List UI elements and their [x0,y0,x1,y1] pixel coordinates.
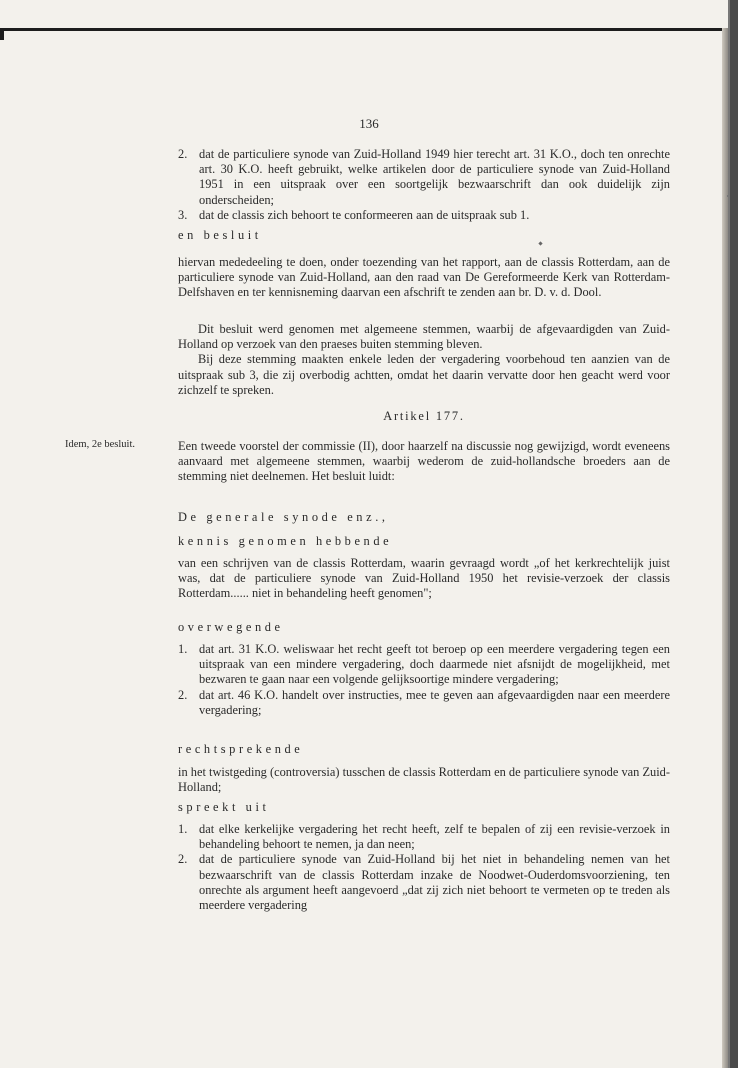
list-text: dat de particuliere synode van Zuid-Holland 1949 hier terecht art. 31 K.O., doch ten onrechte art. 30 K.O. heeft gebruikt, welke artikelen door de particuliere synode van Zuid-Holland 1951 in een uitspraak over een soortgelijk bezwaarschrift dan ook duidelijk zijn onderscheiden; [199,147,670,207]
list-number: 2. [178,147,188,161]
list-number: 2. [178,687,188,702]
paragraph: hiervan mededeeling te doen, onder toezending van het rapport, aan de classis Rotterdam, aan de particuliere synode van Zuid-Holland, aan den raad van De Gereformeerde Kerk van Rotterdam-Delfshaven en ter kennisneming daarvan een afschrift te zenden aan br. D. v. d. Dool. [178,255,670,300]
overwegende-list [178,642,670,718]
paragraph: van een schrijven van de classis Rotterdam, waarin gevraagd wordt „of het kerkrechtelijk juist was, dat de particuliere synode van Zuid-Holland 1950 het revisie-verzoek der classis Rotterdam...... niet in behandeling heeft genomen"; [178,556,670,601]
paragraph: in het twistgeding (controversia) tusschen de classis Rotterdam en de particuliere synode van Zuid-Holland; [178,765,670,795]
list-number: 1. [178,822,188,836]
page-edge-shadow [722,28,728,1068]
paragraph: Een tweede voorstel der commissie (II), door haarzelf na discussie nog gewijzigd, wordt eveneens aanvaard met algemeene stemmen, waarbij wederom de zuid-hollandsche broeders aan de stemming niet deelnemen. Het besluit luidt: [178,439,670,484]
text-block-top [178,147,670,223]
heading-kennis-genomen [178,534,670,549]
scan-top-border [0,28,728,31]
list-text: dat de particuliere synode van Zuid-Holland bij het niet in behandeling nemen van het bezwaarschrift van de classis Rotterdam inzake de Noodwet-Ouderdomsvoorziening, ten onrechte als argument heeft aangevoerd „dat zij zich niet behoort te vermeten op te treden als meerdere vergadering [199,852,670,913]
paragraph: Dit besluit werd genomen met algemeene stemmen, waarbij de afgevaardigden van Zuid-Holland op verzoek van den praeses buiten stemming bleven. [178,322,670,352]
margin-note: Idem, 2e besluit. [65,439,135,450]
list-item [178,642,670,688]
spaced-heading: en besluit [178,228,262,242]
paragraph-schrijven [178,556,670,602]
paragraph-besluit [178,255,670,301]
heading-generale-synode [178,510,670,525]
heading-spreekt-uit [178,800,670,815]
list-item [178,822,670,852]
spaced-heading: spreekt uit [178,800,270,814]
spreekt-uit-list [178,822,670,913]
spaced-heading: De generale synode enz., [178,510,389,524]
ink-speck [727,195,729,197]
paragraph-stemmen [178,322,670,398]
list-text: dat art. 31 K.O. weliswaar het recht geeft tot beroep op een meerdere vergadering tegen een uitspraak van een mindere vergadering, doch daarmede niet afsnijdt de mogelijkheid, met bezwaren te gaan naar een volgende gelijksoortige mindere vergadering; [199,642,670,687]
list-item [178,208,670,223]
spaced-heading: rechtsprekende [178,742,304,756]
list-text: dat elke kerkelijke vergadering het recht heeft, zelf te bepalen of zij een revisie-verzoek in behandeling behoort te nemen, ja dan neen; [199,822,670,852]
list-number: 1. [178,642,188,656]
spaced-heading: kennis genomen hebbende [178,534,393,548]
list-item [178,147,670,208]
list-item [178,688,670,718]
page-number: 136 [359,116,379,131]
list-number: 2. [178,852,188,867]
list-item [178,852,670,913]
article-title: Artikel 177. [383,409,465,423]
article-heading [178,409,670,424]
heading-en-besluit [178,228,670,243]
paragraph-geding [178,765,670,795]
scan-corner-mark [0,31,4,40]
spaced-heading: overwegende [178,620,284,634]
list-number: 3. [178,207,188,222]
paragraph: Bij deze stemming maakten enkele leden der vergadering voorbehoud ten aanzien van de uitspraak sub 3, die zij overbodig achtten, omdat het daarin vervatte door hen geacht werd voor zichzelf te spreken. [178,352,670,397]
heading-rechtsprekende [178,742,670,757]
list-text: dat de classis zich behoort te conformeeren aan de uitspraak sub 1. [199,207,530,222]
list-text: dat art. 46 K.O. handelt over instructies, mee te geven aan afgevaardigden naar een meerdere vergadering; [199,687,670,717]
paragraph-voorstel [178,439,670,485]
heading-overwegende [178,620,670,635]
